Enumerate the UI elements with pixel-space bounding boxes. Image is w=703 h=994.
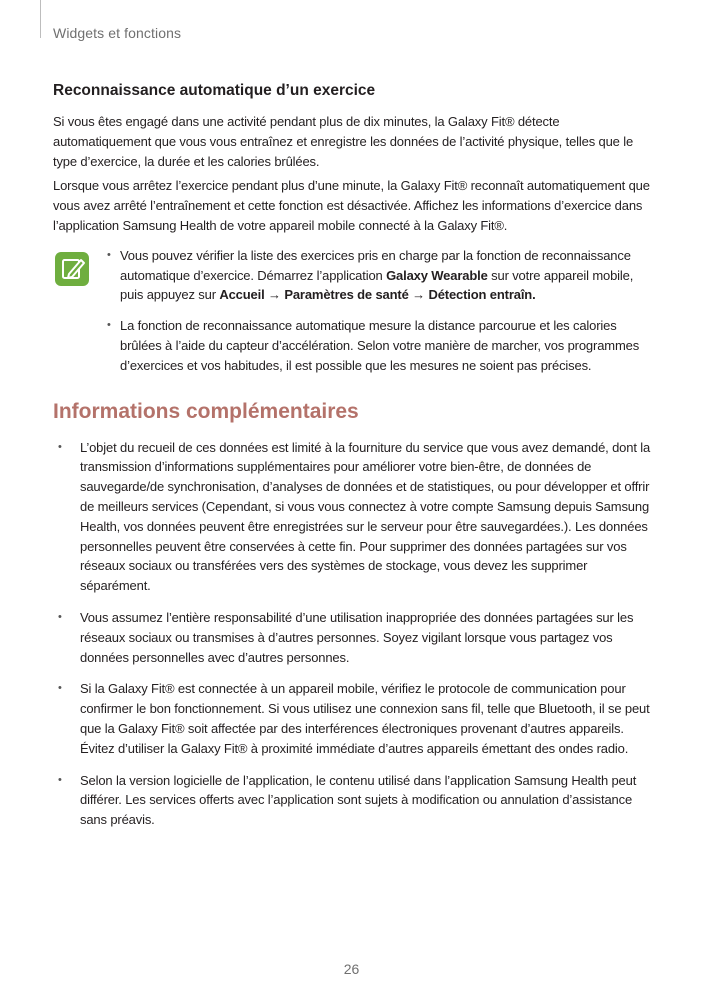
menu-path-3: Détection entraîn. (428, 287, 536, 303)
info-title: Informations complémentaires (53, 399, 359, 423)
info-item-4: • Selon la version logicielle de l’application, le contenu utilisé dans l’application Samsung Health peut différer. Les services offerts avec l’application sont sujets à modification ou annulation d’assistance sans préavis. (58, 772, 637, 828)
section-title: Reconnaissance automatique d’un exercice (53, 82, 376, 99)
info-section (53, 400, 653, 830)
page-header: Widgets et fonctions (53, 25, 182, 41)
page-number: 26 (343, 961, 360, 977)
note-list (107, 246, 653, 376)
menu-path-1: Accueil (219, 287, 265, 303)
header-rule (40, 0, 41, 38)
menu-path-2: Paramètres de santé (284, 287, 409, 303)
page-content (53, 82, 653, 842)
info-item-2: • Vous assumez l’entière responsabilité d’une utilisation inappropriée des données partagées sur les réseaux sociaux ou transmises à d’autres personnes. Soyez vigilant lorsque vous partagez vos données personnelles avec d’autres personnes. (58, 609, 634, 665)
info-item-3: • Si la Galaxy Fit® est connectée à un appareil mobile, vérifiez le protocole de communication pour confirmer le bon fonctionnement. Si vous utilisez une connexion sans fil, telle que Bluetooth, il se peut que la Galaxy Fit® soit affectée par des interférences électroniques provenant d’autres appareils. Évitez d’utiliser la Galaxy Fit® à proximité immédiate d’autres appareils émettant des ondes radio. (58, 681, 650, 756)
note-pencil-icon (55, 252, 89, 286)
note-box (53, 246, 653, 376)
note-item-2: • La fonction de reconnaissance automatique mesure la distance parcourue et les calories brûlées à l’aide du capteur d’accélération. Selon votre manière de marcher, vos programmes d’exercices et vos habitudes, il est possible que les mesures ne soient pas précises. (107, 318, 640, 373)
paragraph-2: Lorsque vous arrêtez l’exercice pendant plus d’une minute, la Galaxy Fit® reconnaît automatiquement que vous avez arrêté l’entraînement et cette fonction est désactivée. Affichez les informations d’exercice dans l’application Samsung Health de votre appareil mobile connecté à la Galaxy Fit®. (53, 178, 650, 233)
note-item-1: • Vous pouvez vérifier la liste des exercices pris en charge par la fonction de reconnaissance automatique d’exercice. Démarrez l’application Galaxy Wearable sur votre appareil mobile, puis appuyez sur Accueil → Paramètres de santé → Détection entraîn. (107, 247, 634, 303)
paragraph-1: Si vous êtes engagé dans une activité pendant plus de dix minutes, la Galaxy Fit® détecte automatiquement que vous vous entraînez et enregistre les données de l’activité physique, telles que le type d’exercice, la durée et les calories brûlées. (53, 114, 634, 169)
app-name: Galaxy Wearable (386, 267, 488, 283)
info-item-1: • L’objet du recueil de ces données est limité à la fourniture du service que vous avez demandé, dont la transmission d’informations supplémentaires pour améliorer votre bien-être, de données de sauvegarde/de synchronisation, d’analyses de données et de statistiques, ou pour développer et offrir de meilleurs services (Cependant, si vous vous connectez à votre compte Samsung depuis Samsung Health, vos données peuvent être enregistrées sur le serveur pour être sauvegardées.). Les données personnelles peuvent être conservées à cette fin. Pour supprimer des données partagées sur vos réseaux sociaux ou transférées vers des systèmes de stockage, vous devez les supprimer séparément. (58, 439, 651, 594)
info-list (53, 438, 653, 830)
